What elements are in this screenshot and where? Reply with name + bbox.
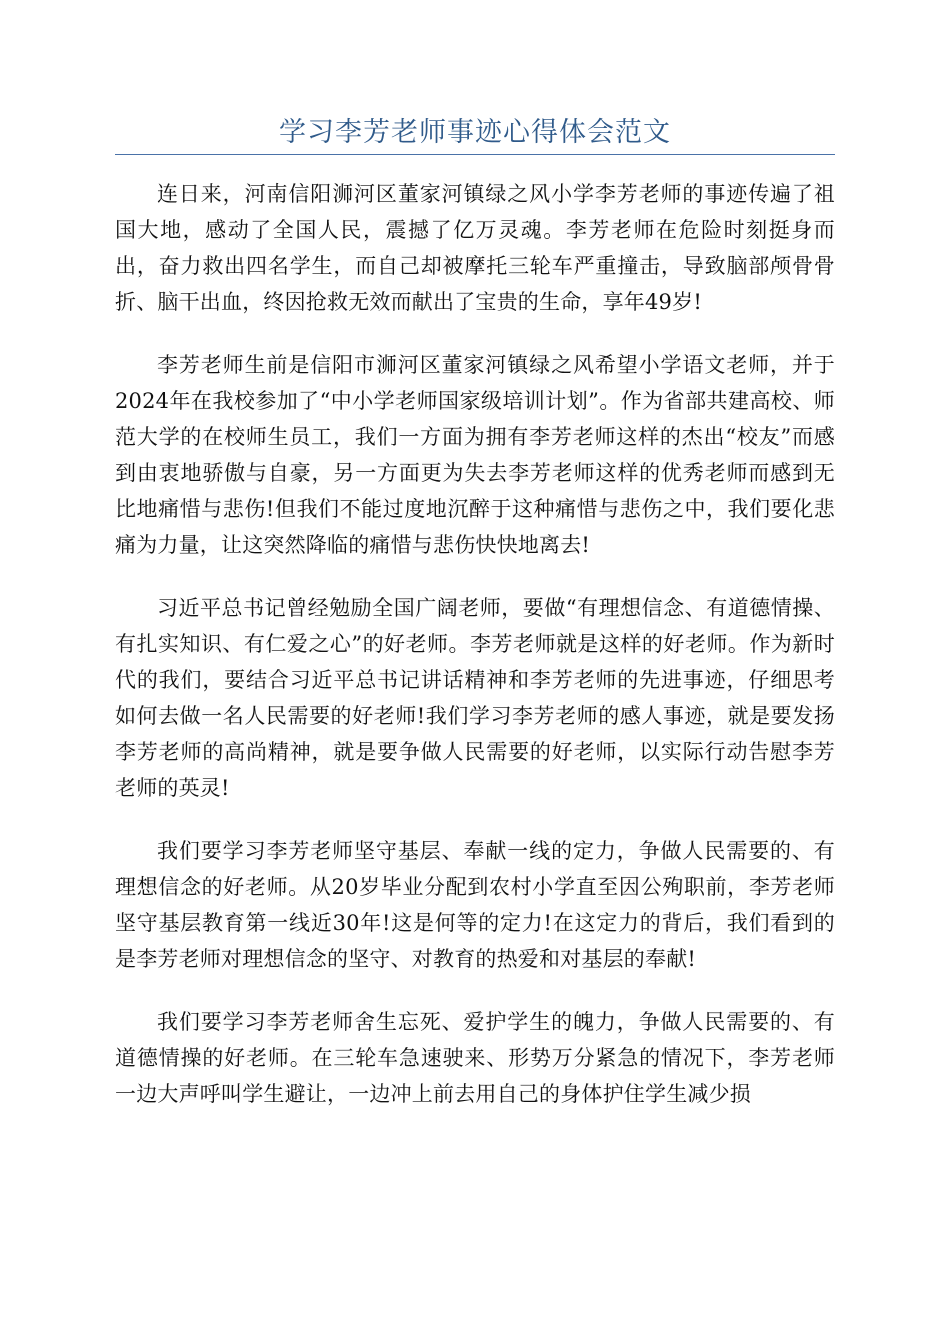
document-body [115,176,835,1139]
paragraph-2: 李芳老师生前是信阳市浉河区董家河镇绿之风希望小学语文老师，并于2024年在我校参加了“中小学老师国家级培训计划”。作为省部共建高校、师范大学的在校师生员工，我们一方面为拥有李芳老师这样的杰出“校友”而感到由衷地骄傲与自豪，另一方面更为失去李芳老师这样的优秀老师而感到无比地痛惜与悲伤!但我们不能过度地沉醉于这种痛惜与悲伤之中，我们要化悲痛为力量，让这突然降临的痛惜与悲伤快快地离去! [115,353,835,557]
title-underline [115,154,835,155]
paragraph-3: 习近平总书记曾经勉励全国广阔老师，要做“有理想信念、有道德情操、有扎实知识、有仁爱之心”的好老师。李芳老师就是这样的好老师。作为新时代的我们，要结合习近平总书记讲话精神和李芳老师的先进事迹，仔细思考如何去做一名人民需要的好老师!我们学习李芳老师的感人事迹，就是要发扬李芳老师的高尚精神，就是要争做人民需要的好老师，以实际行动告慰李芳老师的英灵! [115,596,835,800]
paragraph-5: 我们要学习李芳老师舍生忘死、爱护学生的魄力，争做人民需要的、有道德情操的好老师。在三轮车急速驶来、形势万分紧急的情况下，李芳老师一边大声呼叫学生避让，一边冲上前去用自己的身体护住学生减少损 [115,1010,835,1106]
paragraph-1: 连日来，河南信阳浉河区董家河镇绿之风小学李芳老师的事迹传遍了祖国大地，感动了全国人民，震撼了亿万灵魂。李芳老师在危险时刻挺身而出，奋力救出四名学生，而自己却被摩托三轮车严重撞击，导致脑部颅骨骨折、脑干出血，终因抢救无效而献出了宝贵的生命，享年49岁! [115,182,835,314]
paragraph-4: 我们要学习李芳老师坚守基层、奉献一线的定力，争做人民需要的、有理想信念的好老师。从20岁毕业分配到农村小学直至因公殉职前，李芳老师坚守基层教育第一线近30年!这是何等的定力!在这定力的背后，我们看到的是李芳老师对理想信念的坚守、对教育的热爱和对基层的奉献! [115,839,835,971]
document-title: 学习李芳老师事迹心得体会范文 [279,117,671,148]
